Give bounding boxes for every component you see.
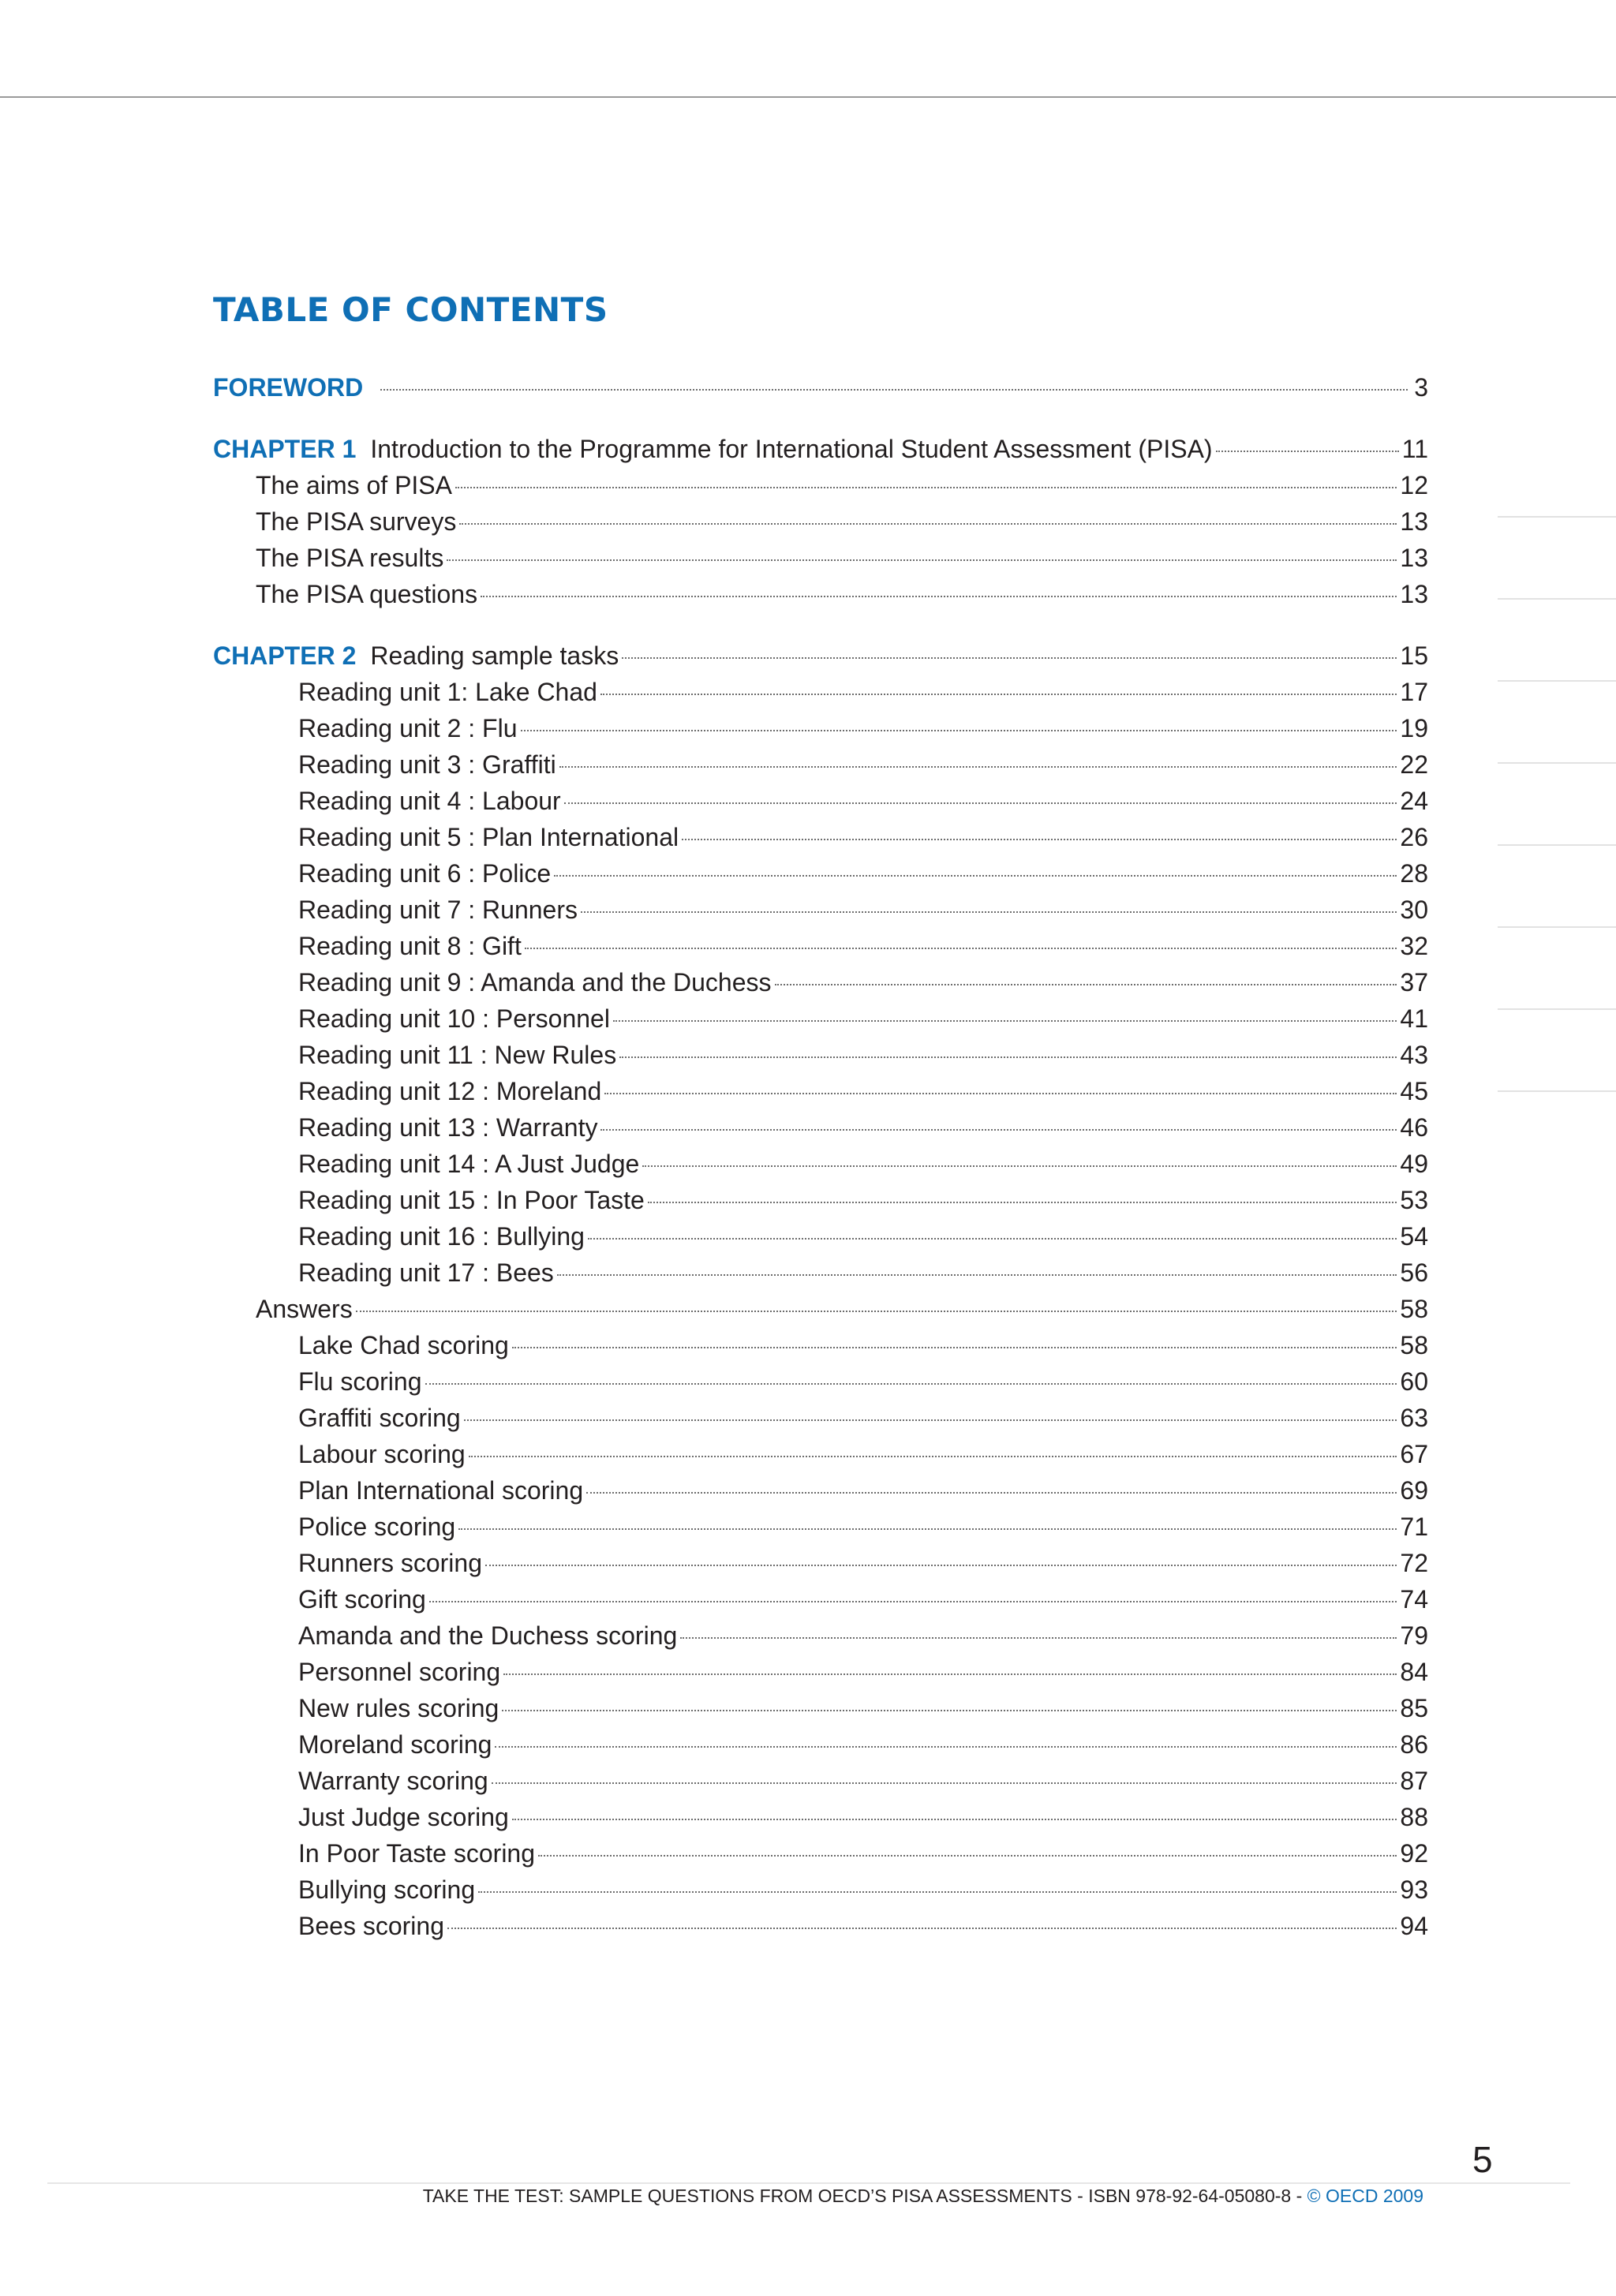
toc-leader-dots <box>581 911 1397 913</box>
toc-page-number: 79 <box>1400 1621 1428 1650</box>
toc-entry <box>213 1581 1428 1617</box>
toc-chapter-label: FOREWORD <box>213 373 364 402</box>
toc-entry-title: Reading unit 3 : Graffiti <box>298 750 556 779</box>
toc-leader-dots <box>469 1456 1397 1457</box>
toc-leader-dots <box>557 1274 1397 1276</box>
toc-entry-title: Graffiti scoring <box>298 1404 461 1432</box>
toc-entry-title: The PISA results <box>256 544 444 572</box>
toc-entry <box>213 1146 1428 1182</box>
footer-text: TAKE THE TEST: SAMPLE QUESTIONS FROM OECD’S PISA ASSESSMENTS - ISBN 978-92-64-05080-8 - <box>422 2186 1307 2206</box>
toc-entry <box>213 1472 1428 1509</box>
toc-entry <box>213 503 1428 540</box>
toc-entry-title: Reading unit 12 : Moreland <box>298 1077 602 1105</box>
toc-entry <box>213 964 1428 1000</box>
toc-entry-title: Reading unit 16 : Bullying <box>298 1222 585 1251</box>
toc-page-number: 63 <box>1400 1404 1428 1432</box>
toc-leader-dots <box>525 948 1397 949</box>
toc-entry-title: Reading unit 15 : In Poor Taste <box>298 1186 645 1214</box>
toc-leader-dots <box>478 1891 1397 1893</box>
toc-page-number: 54 <box>1400 1222 1428 1251</box>
toc-entry-title: Introduction to the Programme for International Student Assessment (PISA) <box>370 435 1213 463</box>
toc-page-number: 49 <box>1400 1150 1428 1178</box>
toc-page-number: 58 <box>1400 1295 1428 1323</box>
toc-entry <box>213 1182 1428 1218</box>
toc-page-number: 32 <box>1400 932 1428 960</box>
toc-chapter-label: CHAPTER 1 <box>213 435 357 463</box>
toc-entry <box>213 467 1428 503</box>
side-tab-marker <box>1498 516 1616 518</box>
side-tab-marker <box>1498 762 1616 764</box>
toc-page-number: 17 <box>1400 678 1428 706</box>
toc-entry <box>213 1400 1428 1436</box>
toc-page-number: 26 <box>1400 823 1428 851</box>
toc-leader-dots <box>356 1311 1397 1312</box>
toc-entry-title: Amanda and the Duchess scoring <box>298 1621 678 1650</box>
toc-entry-title: Police scoring <box>298 1513 456 1541</box>
toc-page-number: 13 <box>1400 544 1428 572</box>
toc-page-number: 13 <box>1400 580 1428 608</box>
toc-leader-dots <box>622 657 1397 659</box>
toc-entry <box>213 1763 1428 1799</box>
toc-leader-dots <box>613 1020 1397 1022</box>
toc-entry <box>213 1654 1428 1690</box>
toc-entry <box>213 855 1428 892</box>
toc-leader-dots <box>642 1165 1397 1167</box>
toc-leader-dots <box>380 389 1408 391</box>
toc-entry <box>213 1799 1428 1835</box>
toc-entry-title: Answers <box>256 1295 353 1323</box>
toc-leader-dots <box>775 984 1397 985</box>
toc-leader-dots <box>485 1565 1397 1566</box>
toc-page-number: 88 <box>1400 1803 1428 1831</box>
toc-entry <box>213 1872 1428 1908</box>
footer-copyright: © OECD 2009 <box>1307 2186 1423 2206</box>
toc-entry-title: Reading unit 1: Lake Chad <box>298 678 597 706</box>
toc-leader-dots <box>512 1819 1397 1820</box>
toc-leader-dots <box>512 1347 1397 1348</box>
toc-page-number: 12 <box>1400 471 1428 499</box>
toc-entry-title: Warranty scoring <box>298 1767 488 1795</box>
toc-entry <box>213 1109 1428 1146</box>
side-tab-marker <box>1498 1008 1616 1010</box>
toc-page-number: 71 <box>1400 1513 1428 1541</box>
toc-entry <box>213 928 1428 964</box>
toc-entry <box>213 576 1428 612</box>
side-tab-markers <box>1498 516 1616 1172</box>
toc-page-number: 41 <box>1400 1004 1428 1033</box>
toc-entry-title: Plan International scoring <box>298 1476 584 1505</box>
toc-leader-dots <box>455 487 1397 488</box>
toc-entry-title: Bees scoring <box>298 1912 444 1940</box>
toc-entry <box>213 1726 1428 1763</box>
toc-leader-dots <box>554 875 1397 877</box>
toc-entry <box>213 1000 1428 1037</box>
toc-page-number: 67 <box>1400 1440 1428 1468</box>
toc-leader-dots <box>600 1129 1397 1131</box>
side-tab-marker <box>1498 598 1616 600</box>
toc-entry <box>213 1835 1428 1872</box>
toc-entry-title: Reading unit 9 : Amanda and the Duchess <box>298 968 772 997</box>
toc-entry-title: Moreland scoring <box>298 1730 492 1759</box>
toc-page-number: 19 <box>1400 714 1428 742</box>
toc-page-number: 13 <box>1400 507 1428 536</box>
toc-chapter-entry <box>213 431 1428 467</box>
side-tab-marker <box>1498 1090 1616 1092</box>
toc-entry-title: New rules scoring <box>298 1694 499 1722</box>
toc-leader-dots <box>559 766 1397 768</box>
table-of-contents <box>213 369 1428 1944</box>
side-tab-marker <box>1498 680 1616 682</box>
toc-page-number: 92 <box>1400 1839 1428 1868</box>
toc-entry-title: Reading unit 7 : Runners <box>298 896 578 924</box>
toc-leader-dots <box>464 1419 1397 1421</box>
toc-leader-dots <box>1216 451 1399 452</box>
toc-leader-dots <box>447 559 1397 561</box>
toc-leader-dots <box>564 802 1397 804</box>
toc-entry-title: Reading unit 4 : Labour <box>298 787 561 815</box>
toc-leader-dots <box>502 1710 1397 1711</box>
toc-page-number: 30 <box>1400 896 1428 924</box>
toc-entry <box>213 540 1428 576</box>
toc-leader-dots <box>680 1637 1397 1639</box>
toc-entry-title: Just Judge scoring <box>298 1803 509 1831</box>
footer <box>423 2186 1423 2207</box>
top-rule <box>0 96 1616 98</box>
toc-entry-title: Reading unit 13 : Warranty <box>298 1113 598 1142</box>
toc-entry-title: Reading unit 10 : Personnel <box>298 1004 610 1033</box>
toc-page-number: 46 <box>1400 1113 1428 1142</box>
page-number: 5 <box>1472 2139 1493 2180</box>
toc-leader-dots <box>619 1056 1397 1058</box>
toc-page-number: 85 <box>1400 1694 1428 1722</box>
toc-page-number: 86 <box>1400 1730 1428 1759</box>
toc-leader-dots <box>492 1782 1397 1784</box>
toc-entry <box>213 1291 1428 1327</box>
toc-entry <box>213 1073 1428 1109</box>
toc-entry-title: The aims of PISA <box>256 471 452 499</box>
side-tab-marker <box>1498 926 1616 928</box>
toc-page-number: 56 <box>1400 1258 1428 1287</box>
toc-leader-dots <box>447 1928 1397 1929</box>
toc-entry-title: Bullying scoring <box>298 1875 476 1904</box>
toc-entry-title: Reading unit 8 : Gift <box>298 932 522 960</box>
toc-entry-title: Labour scoring <box>298 1440 466 1468</box>
toc-entry-title: Reading unit 5 : Plan International <box>298 823 679 851</box>
toc-entry <box>213 1509 1428 1545</box>
toc-entry-title: Reading sample tasks <box>370 641 619 670</box>
toc-leader-dots <box>538 1855 1397 1857</box>
toc-entry <box>213 783 1428 819</box>
toc-leader-dots <box>600 694 1397 695</box>
toc-leader-dots <box>458 1528 1397 1530</box>
toc-leader-dots <box>682 839 1397 840</box>
toc-page-number: 93 <box>1400 1875 1428 1904</box>
toc-page-number: 24 <box>1400 787 1428 815</box>
toc-page-number: 11 <box>1401 435 1428 463</box>
toc-chapter-entry <box>213 638 1428 674</box>
toc-leader-dots <box>495 1746 1397 1748</box>
toc-chapter-label: CHAPTER 2 <box>213 641 357 670</box>
toc-entry-title: Reading unit 6 : Police <box>298 859 552 888</box>
toc-leader-dots <box>429 1601 1397 1602</box>
toc-entry <box>213 1617 1428 1654</box>
toc-page-number: 72 <box>1400 1549 1428 1577</box>
toc-leader-dots <box>521 730 1397 731</box>
toc-page-number: 87 <box>1400 1767 1428 1795</box>
toc-entry <box>213 1255 1428 1291</box>
toc-entry-title: Flu scoring <box>298 1367 422 1396</box>
toc-leader-dots <box>425 1383 1397 1385</box>
toc-entry <box>213 1545 1428 1581</box>
toc-entry-title: The PISA questions <box>256 580 478 608</box>
toc-entry <box>213 710 1428 746</box>
toc-page-number: 28 <box>1400 859 1428 888</box>
toc-page-number: 58 <box>1400 1331 1428 1359</box>
toc-entry <box>213 1363 1428 1400</box>
toc-chapter-entry <box>213 369 1428 406</box>
toc-leader-dots <box>604 1093 1397 1094</box>
toc-page-number: 22 <box>1400 750 1428 779</box>
toc-entry <box>213 819 1428 855</box>
toc-page-number: 60 <box>1400 1367 1428 1396</box>
bottom-rule <box>47 2182 1570 2184</box>
toc-leader-dots <box>481 596 1397 597</box>
toc-entry-title: Personnel scoring <box>298 1658 501 1686</box>
toc-entry-title: Reading unit 2 : Flu <box>298 714 518 742</box>
toc-entry <box>213 1690 1428 1726</box>
side-tab-marker <box>1498 844 1616 846</box>
toc-page-number: 69 <box>1400 1476 1428 1505</box>
toc-page-number: 74 <box>1400 1585 1428 1614</box>
toc-entry <box>213 1218 1428 1255</box>
toc-entry <box>213 746 1428 783</box>
toc-entry-title: Reading unit 11 : New Rules <box>298 1041 617 1069</box>
toc-leader-dots <box>503 1673 1397 1675</box>
toc-entry-title: Runners scoring <box>298 1549 482 1577</box>
toc-leader-dots <box>459 523 1397 525</box>
toc-leader-dots <box>586 1492 1397 1494</box>
toc-page-number: 45 <box>1400 1077 1428 1105</box>
page-title: TABLE OF CONTENTS <box>213 290 608 329</box>
toc-page-number: 84 <box>1400 1658 1428 1686</box>
toc-entry <box>213 1436 1428 1472</box>
toc-entry-title: The PISA surveys <box>256 507 457 536</box>
toc-page-number: 94 <box>1400 1912 1428 1940</box>
toc-entry-title: Lake Chad scoring <box>298 1331 509 1359</box>
toc-page-number: 15 <box>1400 641 1428 670</box>
toc-page-number: 3 <box>1414 373 1428 402</box>
toc-entry-title: Reading unit 14 : A Just Judge <box>298 1150 640 1178</box>
toc-entry <box>213 1327 1428 1363</box>
toc-entry <box>213 1908 1428 1944</box>
toc-page-number: 37 <box>1400 968 1428 997</box>
toc-leader-dots <box>648 1202 1397 1203</box>
toc-page-number: 53 <box>1400 1186 1428 1214</box>
toc-entry-title: Reading unit 17 : Bees <box>298 1258 554 1287</box>
toc-entry <box>213 892 1428 928</box>
toc-entry <box>213 674 1428 710</box>
toc-leader-dots <box>588 1238 1397 1240</box>
toc-entry-title: Gift scoring <box>298 1585 426 1614</box>
toc-entry-title: In Poor Taste scoring <box>298 1839 536 1868</box>
toc-page-number: 43 <box>1400 1041 1428 1069</box>
toc-entry <box>213 1037 1428 1073</box>
